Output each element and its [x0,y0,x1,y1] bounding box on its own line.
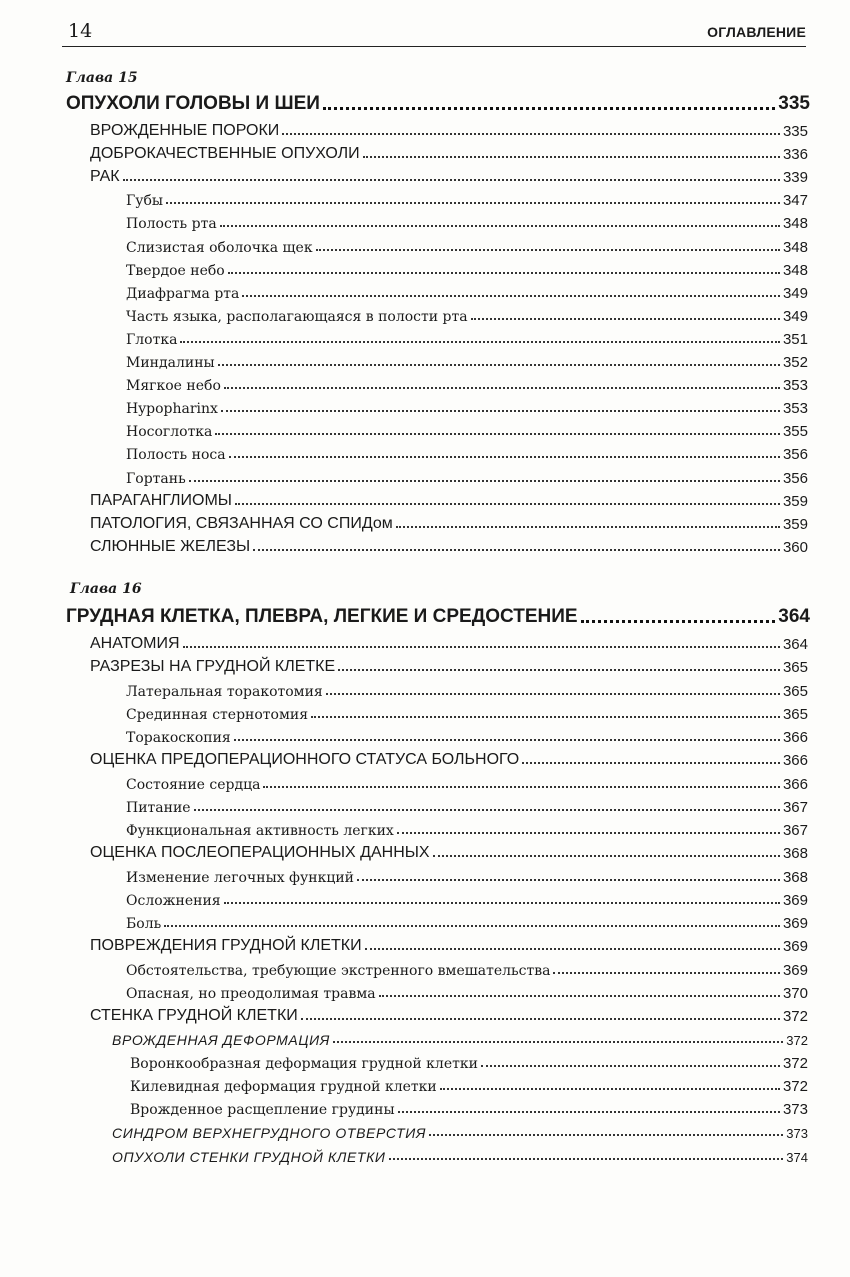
dot-leader [220,225,780,227]
toc-entry-page: 369 [782,938,808,956]
dot-leader [263,786,780,788]
toc-entry[interactable] [126,187,808,209]
toc-entry-page: 348 [782,215,808,233]
toc-entry-page: 365 [782,705,808,723]
toc-entry-title: Часть языка, располагающаяся в полости рта [126,308,468,325]
toc-entry-title: СТЕНКА ГРУДНОЙ КЛЕТКИ [90,1007,298,1024]
toc-entry-page: 355 [782,423,808,441]
toc-entry-title: Срединная стернотомия [126,706,309,723]
dot-leader [253,549,780,551]
dot-leader [282,133,780,135]
toc-entry[interactable] [126,465,808,487]
toc-entry[interactable] [90,488,808,510]
toc-entry-title: Hypopharinx [126,401,218,418]
chapter-label: Глава 16 [70,581,142,597]
toc-entry-page: 360 [782,538,808,556]
toc-entry-title: Осложнения [126,892,221,909]
dot-leader [229,456,780,458]
toc-entry-title: Губы [126,193,164,210]
toc-entry-page: 351 [782,330,808,348]
toc-entry-title: Диафрагма рта [126,285,240,302]
dot-leader [215,433,780,435]
toc-entry-page: 368 [782,868,808,886]
toc-entry[interactable] [90,164,808,186]
toc-entry-page: 339 [782,169,808,187]
toc-entry-title: ОПУХОЛИ СТЕНКИ ГРУДНОЙ КЛЕТКИ [112,1148,386,1165]
toc-entry-title: Опасная, но преодолимая травма [126,985,376,1002]
toc-entry-page: 372 [786,1033,808,1049]
toc-entry[interactable] [126,771,808,793]
toc-entry-page: 372 [782,1008,808,1025]
toc-entry-title: Килевидная деформация грудной клетки [130,1078,437,1095]
toc-entry-page: 336 [782,146,808,164]
toc-entry-page: 366 [782,775,808,793]
toc-entry-title: РАЗРЕЗЫ НА ГРУДНОЙ КЛЕТКЕ [90,658,336,676]
toc-entry-title: ОЦЕНКА ПОСЛЕОПЕРАЦИОННЫХ ДАННЫХ [90,844,430,862]
toc-entry[interactable] [90,1003,808,1025]
toc-entry[interactable] [126,372,808,394]
toc-entry-page: 335 [778,93,810,114]
dot-leader [123,179,780,181]
toc-entry-page: 369 [782,915,808,932]
toc-entry-page: 353 [782,377,808,395]
toc-entry[interactable] [126,794,808,816]
toc-entry-page: 366 [782,752,808,770]
toc-entry[interactable] [130,1050,808,1072]
dot-leader [224,387,780,389]
toc-entry-page: 373 [782,1101,808,1118]
toc-entry-page: 349 [782,284,808,302]
dot-leader [365,948,780,950]
dot-leader [326,693,780,695]
toc-entry-page: 369 [782,891,808,909]
dot-leader [218,364,780,366]
toc-entry[interactable] [130,1073,808,1095]
chapter-title-entry[interactable] [66,89,810,115]
chapter-label: Глава 15 [66,70,138,86]
toc-entry-page: 359 [782,492,808,510]
toc-entry-page: 335 [782,123,808,140]
dot-leader [398,1111,780,1113]
toc-entry-title: Врожденное расщепление грудины [130,1102,395,1118]
toc-entry-title: СЛЮННЫЕ ЖЕЛЕЗЫ [90,537,251,555]
dot-leader [189,480,780,482]
toc-entry-title: Глотка [126,331,178,348]
toc-entry-title: Полость рта [126,216,217,233]
toc-entry-page: 352 [782,354,808,371]
chapter-title-entry[interactable] [66,602,810,628]
dot-leader [183,646,780,648]
toc-entry-page: 367 [782,822,808,839]
toc-entry[interactable] [90,118,808,140]
toc-entry-title: Торакоскопия [126,730,231,746]
toc-entry[interactable] [90,141,808,163]
toc-entry-page: 372 [782,1077,808,1095]
dot-leader [194,809,780,811]
dot-leader [389,1158,784,1160]
toc-entry-page: 366 [782,729,808,746]
toc-entry-page: 364 [778,606,810,627]
toc-entry-title: Боль [126,916,162,932]
toc-entry-title: ГРУДНАЯ КЛЕТКА, ПЛЕВРА, ЛЕГКИЕ И СРЕДОСТЕНИЕ [66,606,578,627]
toc-entry[interactable] [126,957,808,979]
toc-entry-title: ВРОЖДЕННЫЕ ПОРОКИ [90,122,280,139]
toc-entry-page: 368 [782,845,808,863]
dot-leader [553,972,780,974]
toc-entry-page: 356 [782,446,808,464]
toc-entry[interactable] [126,326,808,348]
toc-entry-title: Твердое небо [126,262,225,279]
toc-entry-title: Обстоятельства, требующие экстренного вмешательства [126,962,551,979]
toc-entry-title: Латеральная торакотомия [126,683,323,700]
toc-entry[interactable] [126,724,808,746]
toc-entry-page: 370 [782,984,808,1002]
toc-entry-title: ДОБРОКАЧЕСТВЕННЫЕ ОПУХОЛИ [90,145,360,163]
toc-entry-title: Мягкое небо [126,378,221,395]
toc-entry-title: Состояние сердца [126,776,261,793]
dot-leader [522,762,780,764]
toc-entry[interactable] [126,234,808,256]
dot-leader [242,295,780,297]
toc-entry[interactable] [90,534,808,556]
toc-entry-title: ОПУХОЛИ ГОЛОВЫ И ШЕИ [66,93,320,114]
dot-leader [363,156,780,158]
toc-entry-page: 356 [782,469,808,487]
dot-leader [224,902,780,904]
toc-entry[interactable] [126,910,808,932]
toc-entry[interactable] [90,933,808,955]
toc-entry-page: 348 [782,261,808,279]
toc-entry-title: Полость носа [126,447,226,464]
toc-entry-title: СИНДРОМ ВЕРХНЕГРУДНОГО ОТВЕРСТИЯ [112,1125,427,1142]
toc-entry[interactable] [126,864,808,886]
toc-entry-title: Миндалины [126,355,215,371]
toc-entry[interactable] [90,654,808,676]
page-number: 14 [68,20,93,42]
toc-entry-title: Воронкообразная деформация грудной клетки [130,1055,478,1072]
toc-entry[interactable] [126,817,808,839]
toc-entry-title: РАК [90,168,120,186]
dot-leader [429,1134,783,1136]
toc-entry-title: Слизистая оболочка щек [126,239,313,256]
dot-leader [301,1018,780,1020]
toc-entry[interactable] [126,349,808,371]
toc-entry[interactable] [112,1119,808,1141]
toc-entry-page: 374 [786,1149,808,1165]
toc-entry[interactable] [126,980,808,1002]
toc-entry-page: 348 [782,238,808,256]
toc-entry[interactable] [126,210,808,232]
dot-leader [396,526,780,528]
toc-entry[interactable] [126,418,808,440]
toc-entry[interactable] [90,840,808,862]
toc-entry-page: 367 [782,798,808,816]
dot-leader [357,879,780,881]
toc-entry[interactable] [112,1143,808,1165]
toc-entry-page: 349 [782,307,808,325]
dot-leader [379,995,780,997]
toc-entry-title: Питание [126,799,191,816]
toc-entry-title: Носоглотка [126,424,213,441]
toc-entry[interactable] [126,395,808,417]
dot-leader [440,1088,780,1090]
toc-entry[interactable] [126,701,808,723]
toc-entry-page: 373 [786,1126,808,1142]
dot-leader [471,318,780,320]
dot-leader [397,832,780,834]
toc-entry[interactable] [90,747,808,769]
running-title: ОГЛАВЛЕНИЕ [707,24,806,40]
dot-leader [180,341,780,343]
dot-leader [333,1041,783,1043]
dot-leader [234,739,780,741]
toc-entry-page: 365 [782,682,808,700]
toc-entry-page: 369 [782,961,808,979]
toc-entry-page: 365 [782,659,808,677]
toc-entry-title: ПАТОЛОГИЯ, СВЯЗАННАЯ СО СПИДом [90,514,393,532]
toc-entry-page: 372 [782,1054,808,1072]
dot-leader [164,925,780,927]
dot-leader [228,272,780,274]
toc-entry-page: 353 [782,400,808,418]
toc-entry-title: ПАРАГАНГЛИОМЫ [90,491,232,509]
toc-entry[interactable] [126,441,808,463]
dot-leader [581,620,776,623]
toc-entry-title: ВРОЖДЕННАЯ ДЕФОРМАЦИЯ [112,1032,330,1049]
toc-entry-page: 359 [782,515,808,533]
toc-entry-page: 347 [782,192,808,210]
toc-entry-title: Изменение легочных функций [126,869,354,886]
dot-leader [323,107,775,110]
dot-leader [166,202,780,204]
dot-leader [316,249,780,251]
toc-entry[interactable] [126,678,808,700]
toc-entry[interactable] [126,303,808,325]
dot-leader [338,669,780,671]
toc-entry-title: ОЦЕНКА ПРЕДОПЕРАЦИОННОГО СТАТУСА БОЛЬНОГО [90,751,520,769]
toc-entry[interactable] [90,631,808,653]
toc-entry[interactable] [126,257,808,279]
toc-entry[interactable] [112,1026,808,1048]
dot-leader [221,410,780,412]
dot-leader [433,855,780,857]
toc-entry[interactable] [126,280,808,302]
toc-entry[interactable] [126,887,808,909]
toc-entry-title: ПОВРЕЖДЕНИЯ ГРУДНОЙ КЛЕТКИ [90,937,362,955]
toc-entry-title: Функциональная активность легких [126,823,394,839]
dot-leader [235,503,780,505]
toc-entry-title: Гортань [126,470,186,487]
toc-entry[interactable] [90,511,808,533]
page-header [62,18,806,47]
toc-entry[interactable] [130,1096,808,1118]
dot-leader [311,716,780,718]
toc-entry-title: АНАТОМИЯ [90,635,180,652]
dot-leader [481,1065,780,1067]
toc-entry-page: 364 [782,636,808,653]
